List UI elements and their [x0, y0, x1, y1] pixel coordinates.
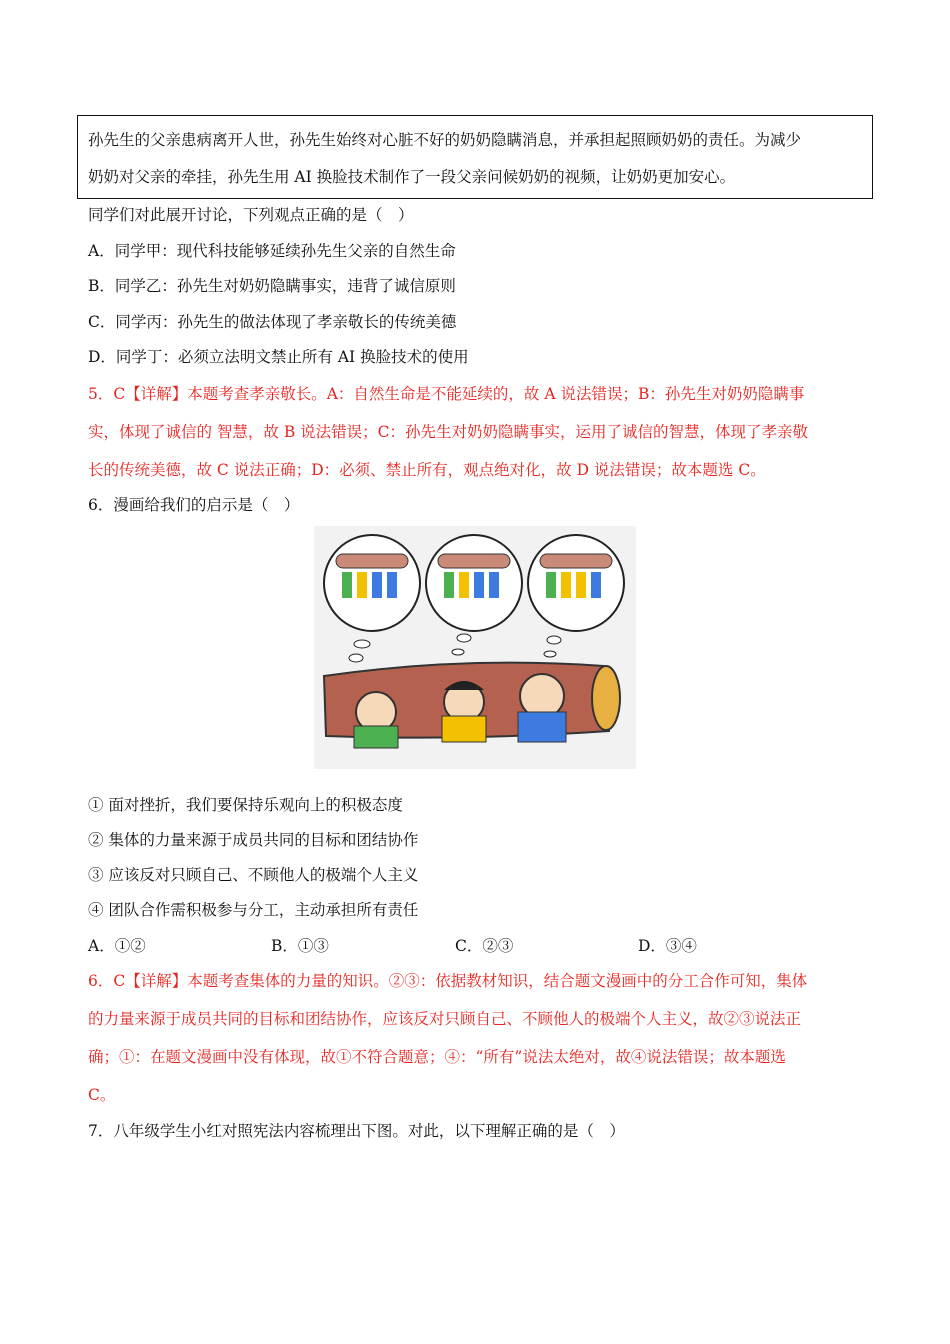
teamwork-cartoon	[314, 526, 636, 769]
q5-answer-line-2: 实，体现了诚信的 智慧，故 B 说法错误；C：孙先生对奶奶隐瞒事实，运用了诚信的智慧，体现了孝亲敬	[88, 423, 809, 441]
q5-stem: 同学们对此展开讨论，下列观点正确的是（ ）	[88, 206, 414, 224]
kid-blue	[518, 674, 566, 742]
kid-yellow	[442, 681, 486, 742]
q6-answer-line-2: 的力量来源于成员共同的目标和团结协作，应该反对只顾自己、不顾他人的极端个人主义，故②③说法正	[88, 1010, 802, 1028]
q6-answer-line-3: 确；①：在题文漫画中没有体现，故①不符合题意；④：“所有”说法太绝对，故④说法错误；故本题选	[88, 1048, 786, 1066]
q5-option-c: C．同学丙：孙先生的做法体现了孝亲敬长的传统美德	[88, 313, 457, 331]
kid-green	[354, 692, 398, 748]
q6-answer-line-4: C。	[88, 1086, 116, 1104]
q6-stem: 6．漫画给我们的启示是（ ）	[88, 496, 300, 514]
q5-option-a: A．同学甲：现代科技能够延续孙先生父亲的自然生命	[88, 242, 456, 260]
q6-choice-c: C．②③	[455, 937, 514, 955]
q5-material-line-2: 奶奶对父亲的牵挂，孙先生用 AI 换脸技术制作了一段父亲问候奶奶的视频，让奶奶更加安心。	[88, 168, 736, 186]
q6-statement-3: ③ 应该反对只顾自己、不顾他人的极端个人主义	[88, 866, 419, 884]
q7-stem: 7．八年级学生小红对照宪法内容梳理出下图。对此，以下理解正确的是（ ）	[88, 1122, 625, 1140]
q6-choice-d: D．③④	[638, 937, 697, 955]
q5-material-line-1: 孙先生的父亲患病离开人世，孙先生始终对心脏不好的奶奶隐瞒消息，并承担起照顾奶奶的责任。为减少	[88, 131, 802, 149]
q5-option-b: B．同学乙：孙先生对奶奶隐瞒事实，违背了诚信原则	[88, 277, 456, 295]
q5-option-d: D．同学丁：必须立法明文禁止所有 AI 换脸技术的使用	[88, 348, 469, 366]
q6-statement-4: ④ 团队合作需积极参与分工，主动承担所有责任	[88, 901, 419, 919]
q5-answer	[88, 375, 863, 489]
q6-choice-a: A．①②	[88, 937, 146, 955]
q6-statement-2: ② 集体的力量来源于成员共同的目标和团结协作	[88, 831, 419, 849]
thought-bubble-1	[324, 535, 420, 631]
thought-bubble-3	[528, 535, 624, 631]
q6-answer-line-1: 6．C【详解】本题考查集体的力量的知识。②③：依据教材知识，结合题文漫画中的分工合作可知，集体	[88, 972, 808, 990]
thought-bubble-2	[426, 535, 522, 631]
q6-statement-1: ① 面对挫折，我们要保持乐观向上的积极态度	[88, 796, 403, 814]
q6-answer	[88, 962, 863, 1114]
q6-choices	[88, 934, 848, 954]
q5-answer-line-1: 5．C【详解】本题考查孝亲敬长。A：自然生命是不能延续的，故 A 说法错误；B：孙先生对奶奶隐瞒事	[88, 385, 805, 403]
q6-choice-b: B．①③	[271, 937, 329, 955]
q5-material-box	[77, 115, 873, 199]
q5-answer-line-3: 长的传统美德，故 C 说法正确；D：必须、禁止所有，观点绝对化，故 D 说法错误；故本题选 C。	[88, 461, 766, 479]
